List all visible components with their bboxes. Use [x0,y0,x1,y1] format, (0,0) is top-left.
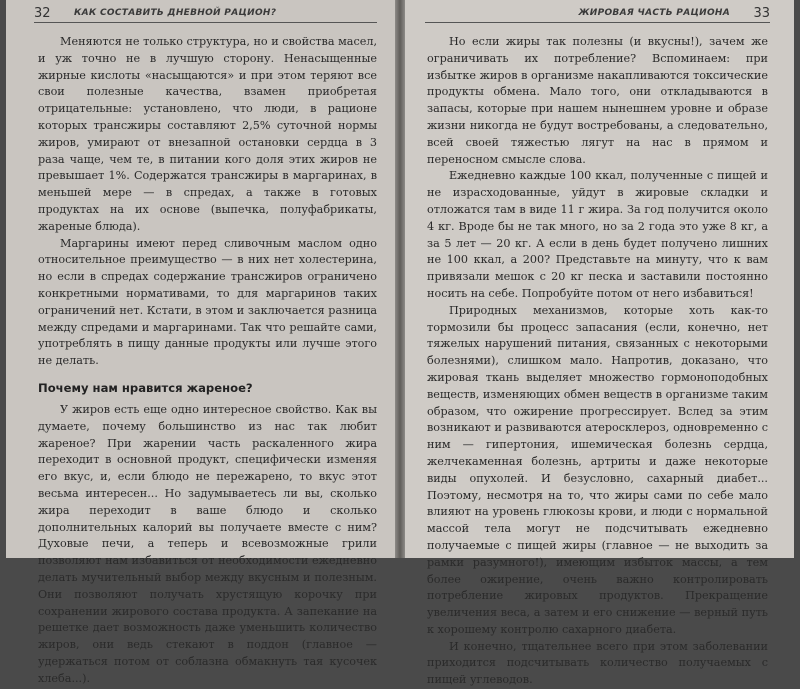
right-page-text [427,34,768,689]
paragraph: Маргарины имеют перед сливочным маслом одно относительное преимущество — в них нет холестерина, но если в спредах содержание трансжиров ограничено конкретными нормативами, то для маргаринов таких ограничений нет. Кстати, в этом и заключается разница между спредами и маргаринами. Так что решайте сами, употреблять в пищу данные продукты или лучше этого не делать. [38,236,377,368]
book-gutter [395,0,405,558]
paragraph: Меняются не только структура, но и свойства масел, и уж точно не в лучшую сторону. Ненасыщенные жирные кислоты «насыщаются» и при этом теряют все свои полезные качества, взамен приобретая отрицательные: установлено, что люди, в рационе которых трансжиры составляют 2,5% суточной нормы жиров, умирают от внезапной остановки сердца в 3 раза чаще, чем те, в питании кого доля этих жиров не превышает 1%. Содержатся трансжиры в маргаринах, в меньшей мере — в спредах, а также в готовых продуктах на их основе (выпечка, полуфабрикаты, жареные блюда). [38,35,377,233]
right-page-number: 33 [753,6,770,21]
left-running-head: КАК СОСТАВИТЬ ДНЕВНОЙ РАЦИОН? [74,8,277,18]
right-running-head: ЖИРОВАЯ ЧАСТЬ РАЦИОНА [578,8,730,18]
left-page [6,0,395,685]
paragraph: Ежедневно каждые 100 ккал, полученные с пищей и не израсходованные, уйдут в жировые складки и отложатся там в виде 11 г жира. За год получится около 4 кг. Вроде бы не так много, но за 2 года это уже 8 кг, а за 5 лет — 20 кг. А если в день будет получено лишних не 100 ккал, а 200? Представьте на минуту, что к вам привязали мешок с 20 кг песка и заставили постоянно носить на себе. Попробуйте потом от него избавиться! [427,169,768,300]
paragraph: Но если жиры так полезны (и вкусны!), зачем же ограничивать их потребление? Вспоминаем: при избытке жиров в организме накапливаются токсические продукты обмена. Мало того, они откладываются в запасы, которые при нашем нынешнем уровне и образе жизни никогда не будут востребованы, а следовательно, всей своей тяжестью лягут на нас в прямом и переносном смысле слова. [427,35,768,166]
section-heading: Почему нам нравится жареное? [38,380,253,395]
left-page-header [34,6,377,23]
paragraph: Природных механизмов, которые хоть как-то тормозили бы процесс запасания (если, конечно, нет тяжелых нарушений питания, связанных с некоторыми болезнями), слишком мало. Напротив, доказано, что жировая ткань выделяет множество гормоноподобных веществ, изменяющих обмен веществ в организме таким образом, что ожирение прогрессирует. Вслед за этим возникают и развиваются атеросклероз, одновременно с ним — гипертония, ишемическая болезнь сердца, желчекаменная болезнь, артриты и даже некоторые виды опухолей. И безусловно, сахарный диабет... Поэтому, несмотря на то, что жиры сами по себе мало влияют на уровень глюкозы крови, и люди с нормальной массой тела могут не подсчитывать ежедневно получаемые с пищей жиры (главное — не выходить за рамки разумного!), имеющим избыток массы, а тем более ожирение, очень важно контролировать потребление жировых продуктов. Прекращение увеличения веса, а затем и его снижение — верный путь к хорошему контролю сахарного диабета. [427,303,768,636]
paragraph: И конечно, тщательнее всего при этом заболевании приходится подсчитывать количество получаемых с пищей углеводов. [427,639,768,687]
left-page-number: 32 [34,6,51,21]
paragraph: У жиров есть еще одно интересное свойство. Как вы думаете, почему большинство из нас так любит жареное? При жарении часть раскаленного жира переходит в основной продукт, специфически изменяя его вкус, и, если блюдо не пережарено, то вкус этот весьма интересен... Но задумываетесь ли вы, сколько жира переходит в ваше блюдо и сколько дополнительных калорий вы получаете вместе с ним? Духовые печи, а теперь и всевозможные грили позволяют нам избавиться от необходимости ежедневно делать мучительный выбор между вкусным и полезным. Они позволяют получать хрустящую корочку при сохранении жирового состава продукта. А запекание на решетке дает возможность даже уменьшить количество жиров, они ведь стекают в поддон (главное — удержаться потом от соблазна обмакнуть тая кусочек хлеба...). [38,402,377,685]
left-page-text [38,34,377,687]
book-spread [6,0,794,687]
right-page-header [425,6,770,23]
right-page [405,0,794,687]
